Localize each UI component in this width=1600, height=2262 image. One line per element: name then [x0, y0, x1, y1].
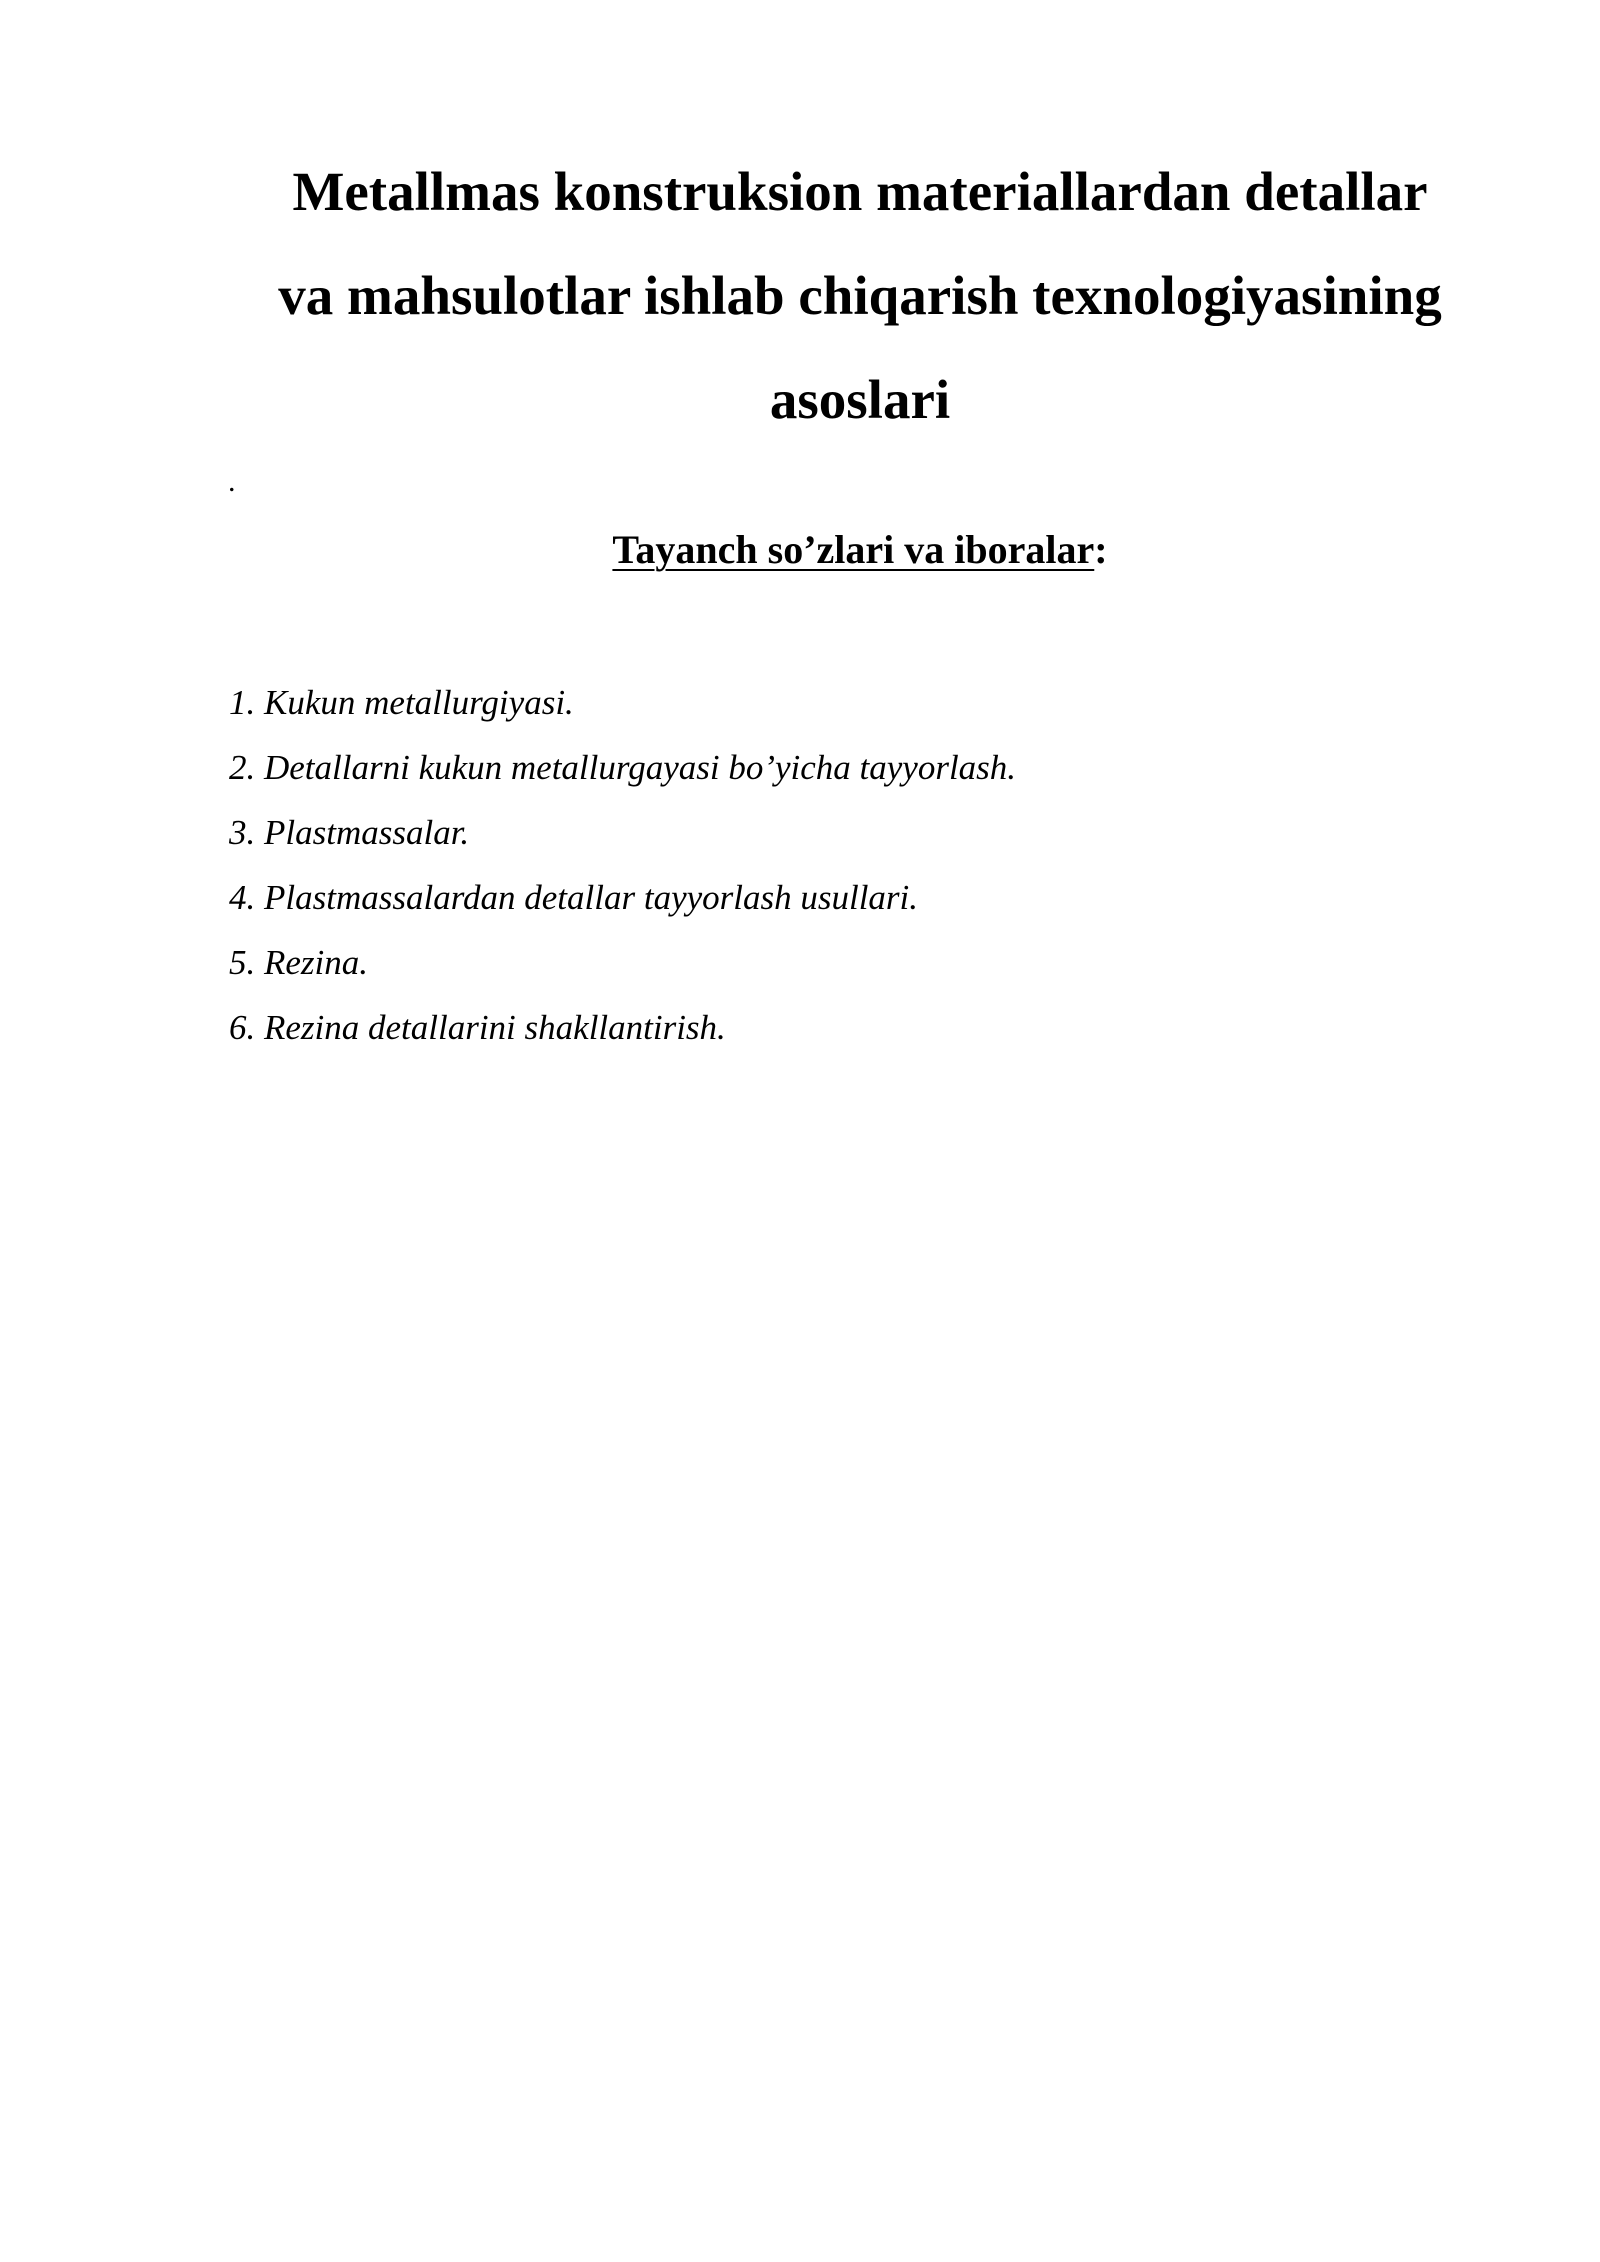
list-item: 3. Plastmassalar.: [229, 813, 470, 852]
keywords-list: [229, 670, 1016, 1060]
title-line-1: Metallmas konstruksion materiallardan detallar: [292, 161, 1428, 222]
list-item: 4. Plastmassalardan detallar tayyorlash usullari.: [229, 878, 919, 917]
title-line-3: asoslari: [769, 369, 951, 430]
keywords-heading: [230, 522, 1490, 578]
list-item: 5. Rezina.: [229, 943, 369, 982]
list-item: 1. Kukun metallurgiyasi.: [229, 683, 574, 722]
keywords-heading-text: Tayanch so’zlari va iboralar: [612, 527, 1095, 572]
list-item: 6. Rezina detallarini shakllantirish.: [229, 1008, 726, 1047]
keywords-heading-colon: :: [1094, 527, 1108, 572]
stray-dot: .: [228, 465, 236, 498]
title-line-2: va mahsulotlar ishlab chiqarish texnologiyasining: [278, 265, 1442, 326]
document-title: [230, 140, 1490, 452]
list-item: 2. Detallarni kukun metallurgayasi bo’yicha tayyorlash.: [229, 748, 1017, 787]
